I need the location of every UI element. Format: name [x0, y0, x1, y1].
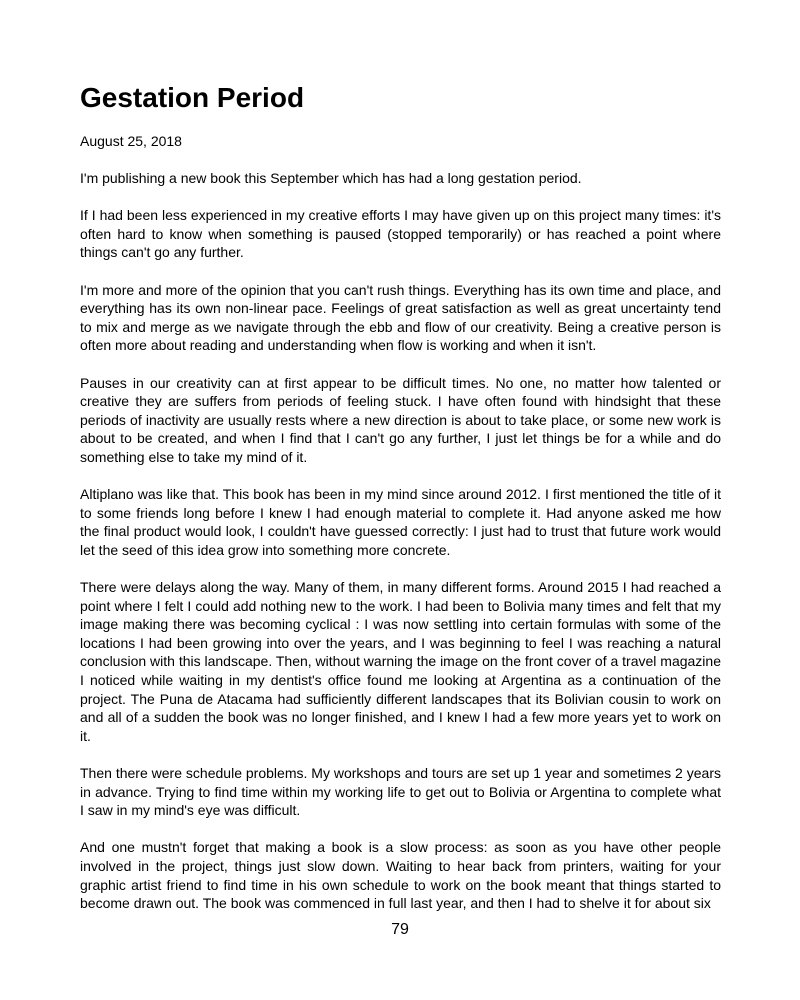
paragraph-8: And one mustn't forget that making a book is a slow process: as soon as you have other people involved in the project, things just slow down. Waiting to hear back from printers, waiting for your graphic artist friend to find time in his own schedule to work on the book meant that things started to become drawn out. The book was commenced in full last year, and then I had to shelve it for about six: [80, 839, 721, 912]
article-body: [80, 169, 721, 931]
page-title: Gestation Period: [80, 82, 305, 113]
paragraph-5: Altiplano was like that. This book has been in my mind since around 2012. I first mentioned the title of it to some friends long before I knew I had enough material to complete it. Had anyone asked me how the final product would look, I couldn't have guessed correctly: I just had to trust that future work would let the seed of this idea grow into something more concrete.: [80, 486, 721, 558]
paragraph-1: I'm publishing a new book this September which has had a long gestation period.: [80, 170, 582, 186]
paragraph-6: There were delays along the way. Many of them, in many different forms. Around 2015 I had reached a point where I felt I could add nothing new to the work. I had been to Bolivia many times and felt that my image making there was becoming cyclical : I was now settling into certain formulas with some of the locations I had been growing into over the years, and I was beginning to feel I was reaching a natural conclusion with this landscape. Then, without warning the image on the front cover of a travel magazine I noticed while waiting in my dentist's office found me looking at Argentina as a continuation of the project. The Puna de Atacama had sufficiently different landscapes that its Bolivian cousin to work on and all of a sudden the book was no longer finished, and I knew I had a few more years yet to work on it.: [80, 579, 721, 744]
paragraph-4: Pauses in our creativity can at first appear to be difficult times. No one, no matter how talented or creative they are suffers from periods of feeling stuck. I have often found with hindsight that these periods of inactivity are usually rests where a new direction is about to take place, or some new work is about to be created, and when I find that I can't go any further, I just let things be for a while and do something else to take my mind of it.: [80, 374, 721, 465]
paragraph-2: If I had been less experienced in my creative efforts I may have given up on this project many times: it's often hard to know when something is paused (stopped temporarily) or has reached a point where things can't go any further.: [80, 207, 721, 261]
paragraph-3: I'm more and more of the opinion that you can't rush things. Everything has its own time and place, and everything has its own non-linear pace. Feelings of great satisfaction as well as great uncertainty tend to mix and merge as we navigate through the ebb and flow of our creativity. Being a creative person is often more about reading and understanding when flow is working and when it isn't.: [80, 281, 721, 354]
article-date: August 25, 2018: [80, 133, 182, 149]
page-number: 79: [391, 921, 409, 938]
paragraph-7: Then there were schedule problems. My workshops and tours are set up 1 year and sometimes 2 years in advance. Trying to find time within my working life to get out to Bolivia or Argentina to complete what I saw in my mind's eye was difficult.: [80, 765, 721, 819]
